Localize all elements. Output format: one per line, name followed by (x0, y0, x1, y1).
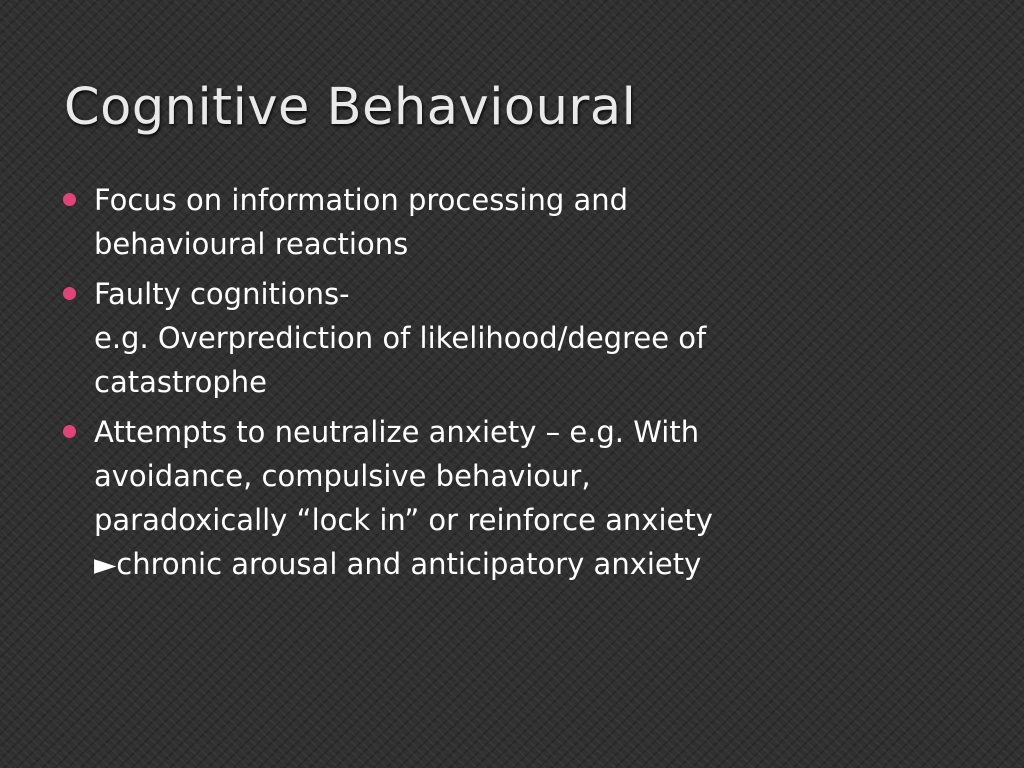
slide-title: Cognitive Behavioural (64, 78, 637, 137)
bullet-item (60, 178, 910, 266)
bullet-text-line: e.g. Overprediction of likelihood/degree of (94, 321, 707, 355)
bullet-text-line: paradoxically “lock in” or reinforce anxiety (94, 503, 713, 537)
bullet-text-line: Attempts to neutralize anxiety – e.g. With (94, 415, 700, 449)
bullet-dot-icon (63, 193, 76, 206)
bullet-text-line: catastrophe (94, 365, 267, 399)
bullet-list (60, 178, 910, 592)
bullet-text-line: Focus on information processing and (94, 183, 629, 217)
bullet-dot-icon (63, 287, 76, 300)
bullet-text-line: behavioural reactions (94, 227, 409, 261)
bullet-text-line: avoidance, compulsive behaviour, (94, 459, 591, 493)
bullet-dot-icon (63, 425, 76, 438)
bullet-text-line: Faulty cognitions- (94, 277, 350, 311)
bullet-item (60, 410, 910, 586)
bullet-text-line: ►chronic arousal and anticipatory anxiety (94, 547, 702, 581)
bullet-item (60, 272, 910, 404)
